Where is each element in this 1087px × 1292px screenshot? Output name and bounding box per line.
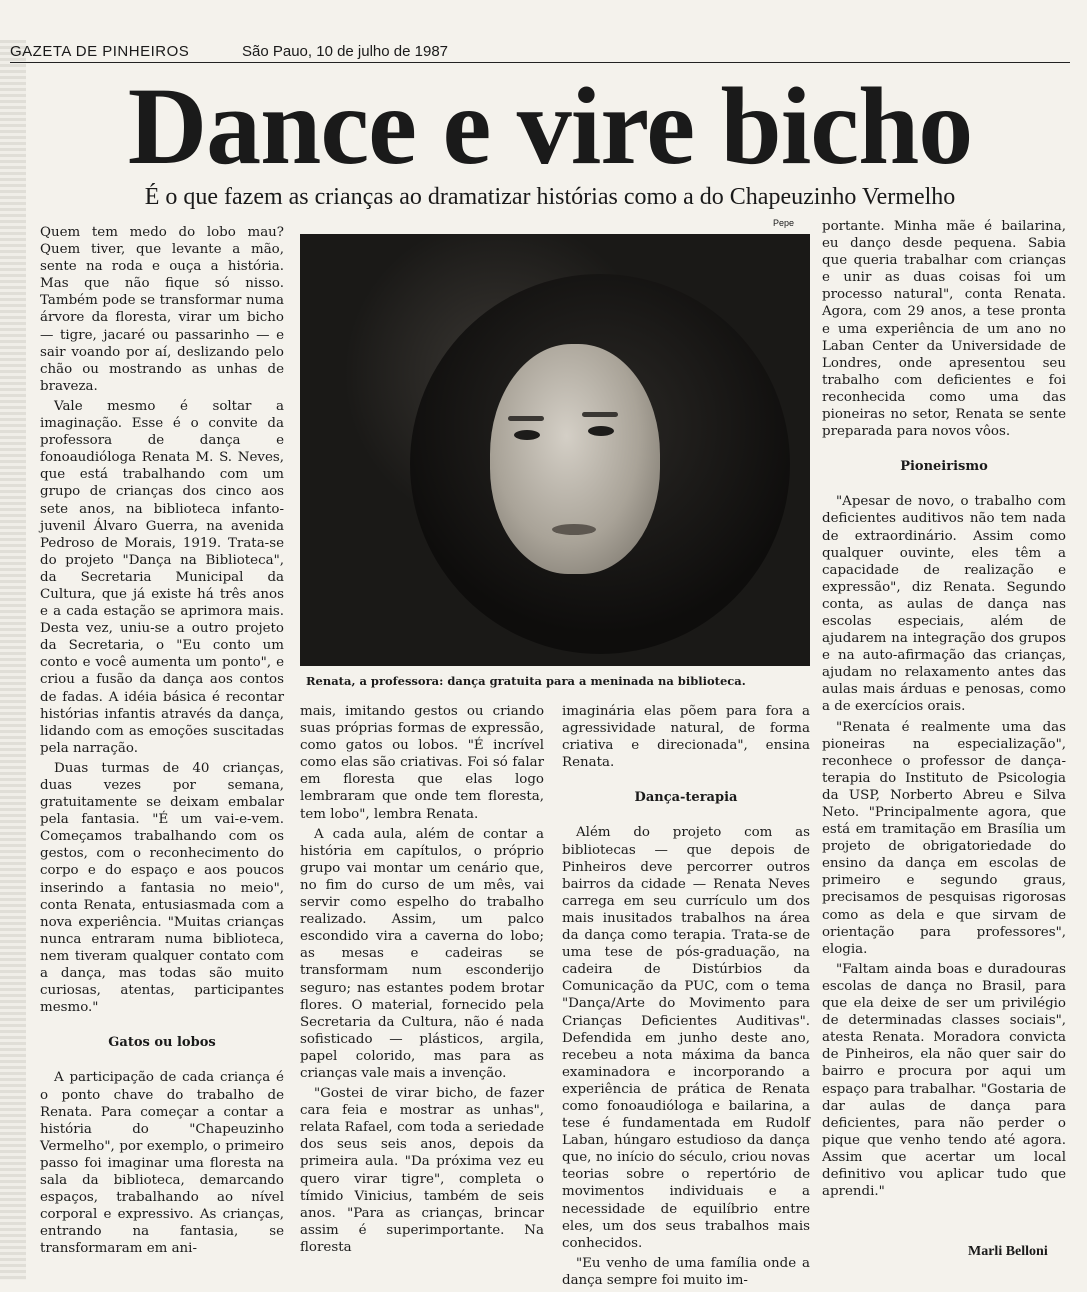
portrait-photo: [300, 234, 810, 666]
photo-brow: [582, 412, 618, 417]
photo-eye: [514, 430, 540, 440]
paragraph: "Eu venho de uma família onde a dança sempre foi muito im-: [562, 1255, 810, 1288]
paragraph: Quem tem medo do lobo mau? Quem tiver, que levante a mão, sente na roda e ouça a história. Mas que não fique só nisso. Também pode se transformar numa árvore da floresta, virar um bicho — tigre, jacaré ou passarinho — e sair voando por aí, deslizando pelo chão ou mostrando as unhas de braveza.: [40, 225, 284, 394]
column-4: [822, 218, 1066, 1203]
section-heading-danca-terapia: Dança-terapia: [634, 790, 738, 806]
photo-face: [490, 344, 660, 574]
paragraph: "Gostei de virar bicho, de fazer cara feia e mostrar as unhas", relata Rafael, com toda a seriedade dos seus seis anos, depois da primeira aula. "Da próxima vez eu quero virar tigre", completa o tímido Vinicius, também de seis anos. "Para as crianças, brincar assim é superimportante. Na floresta: [300, 1086, 544, 1255]
paragraph: Duas turmas de 40 crianças, duas vezes por semana, gratuitamente se deixam embalar pela fantasia. "É um vai-e-vem. Começamos trabalhando com os gestos, com o reconhecimento do corpo e do espaço e aos poucos inserindo a fantasia no meio", conta Renata, entusiasmada com a nova experiência. "Muitas crianças nunca entraram numa biblioteca, nem tiveram qualquer contato com a dança, mas todas são muito curiosas, atentas, participantes mesmo.": [40, 760, 284, 1016]
photo-brow: [508, 416, 544, 421]
newspaper-name: GAZETA DE PINHEIROS: [10, 43, 190, 60]
paragraph: portante. Minha mãe é bailarina, eu danço desde pequena. Sabia que queria trabalhar com crianças e unir as duas coisas foi um processo natural", conta Renata. Agora, com 29 anos, a tese pronta e uma experiência de um ano no Laban Center da Universidade de Londres, onde apresentou seu trabalho com deficientes e foi reconhecida como uma das pioneiras no setor, Renata se sente preparada para novos vôos.: [822, 219, 1066, 440]
photo-caption: Renata, a professora: dança gratuita para a meninada na biblioteca.: [306, 674, 746, 688]
paragraph: Vale mesmo é soltar a imaginação. Esse é o convite da professora de dança e fonoaudióloga Renata M. S. Neves, que está trabalhando com um grupo de crianças dos cinco aos sete anos, na biblioteca infanto-juvenil Álvaro Guerra, na avenida Pedroso de Morais, 1919. Trata-se do projeto "Dança na Biblioteca", da Secretaria Municipal da Cultura, que já existe há três anos e a cada estação se aprimora mais. Desta vez, uniu-se a outro projeto da Secretaria, o "Eu conto um conto e você aumenta um ponto", e criou a fusão da dança aos contos de fadas. A idéia básica é recontar histórias infantis através da dança, lidando com as emoções suscitadas pela narração.: [40, 398, 284, 756]
paragraph: A participação de cada criança é o ponto chave do trabalho de Renata. Para começar a contar a história do "Chapeuzinho Vermelho", por exemplo, o primeiro passo foi imaginar uma floresta na sala da biblioteca, demarcando espaços, trabalhando ao nível corporal e expressivo. As crianças, entrando na fantasia, se transformaram em ani-: [40, 1070, 284, 1257]
paragraph: mais, imitando gestos ou criando suas próprias formas de expressão, como gatos ou lobos. "É incrível como elas são criativas. Foi só falar em floresta que elas logo lembraram que onde tem floresta, tem lobo", lembra Renata.: [300, 704, 544, 822]
paragraph: "Apesar de novo, o trabalho com deficientes auditivos não tem nada de extraordinário. Assim como qualquer ouvinte, eles têm a capacidade de realização e expressão", diz Renata. Segundo conta, as aulas de dança nas escolas especiais, além de ajudarem na integração dos grupos e na auto-afirmação das crianças, ajudam no relaxamento antes das aulas mais árduas e penosas, como a de exercícios orais.: [822, 494, 1066, 715]
paragraph: Além do projeto com as bibliotecas — que depois de Pinheiros deve percorrer outros bairros da cidade — Renata Neves carrega em seu currículo um dos mais inusitados trabalhos na área da dança como terapia. Trata-se de uma tese de pós-graduação, na cadeira de Distúrbios da Comunicação da PUC, com o tema "Dança/Arte do Movimento para Crianças Deficientes Auditivas". Defendida em junho deste ano, recebeu a nota máxima da banca examinadora e incorporando a experiência de prática de Renata como fonoaudióloga e bailarina, a tese é fundamentada em Rudolf Laban, húngaro estudioso da dança que, no início do século, criou novas teorias sobre o repertório de movimentos individuais e a necessidade de equilíbrio entre eles, um dos seus trabalhos mais conhecidos.: [562, 825, 810, 1251]
photo-lips: [552, 524, 596, 535]
section-heading-pioneirismo: Pioneirismo: [900, 459, 988, 475]
column-1: [40, 224, 284, 1260]
subheadline: É o que fazem as crianças ao dramatizar histórias como a do Chapeuzinho Vermelho: [144, 184, 956, 210]
paragraph: imaginária elas põem para fora a agressividade natural, de forma criativa e direcionada", ensina Renata.: [562, 704, 810, 771]
photo-credit: Pepe: [773, 218, 795, 228]
author-byline: Marli Belloni: [968, 1244, 1048, 1259]
paragraph: "Faltam ainda boas e duradouras escolas de dança no Brasil, para que ela deixe de ser um privilégio de determinadas classes sociais", atesta Renata. Moradora convicta de Pinheiros, ela não quer sair do bairro e procura por aqui um espaço para trabalhar. "Gostaria de dar aulas de dança para deficientes, para não perder o pique que venho tendo até agora. Assim que acertar um local definitivo vou aplicar tudo que aprendi.": [822, 961, 1066, 1200]
scan-edge: [0, 40, 26, 1280]
column-2-lower: [300, 703, 544, 1259]
photo-eye: [588, 426, 614, 436]
masthead: [10, 40, 1070, 63]
column-3-lower: [562, 703, 810, 1292]
headline: Dance e vire bicho: [127, 65, 973, 187]
dateline: São Pauo, 10 de julho de 1987: [242, 43, 449, 60]
section-heading-gatos: Gatos ou lobos: [108, 1035, 216, 1051]
paragraph: "Renata é realmente uma das pioneiras na especialização", reconhece o professor de dança-terapia do Instituto de Psicologia da USP, Norberto Abreu e Silva Neto. "Principalmente agora, que está em tramitação em Brasília um projeto de obrigatoriedade do ensino da dança em escolas de primeiro e segundo graus, precisamos de pesquisas rigorosas como as dela e que sirvam de orientação para professores", elogia.: [822, 719, 1066, 957]
paragraph: A cada aula, além de contar a história em capítulos, o próprio grupo vai montar um cenário que, no fim do curso de um mês, vai servir como espelho do trabalho realizado. Assim, um palco escondido vira a caverna do lobo; as mesas e cadeiras se transformam num esconderijo seguro; nas estantes podem brotar flores. O material, fornecido pela Secretaria da Cultura, não é nada sofisticado — plásticos, argila, papel colorido, mas para as crianças vale mais a invenção.: [300, 826, 544, 1081]
